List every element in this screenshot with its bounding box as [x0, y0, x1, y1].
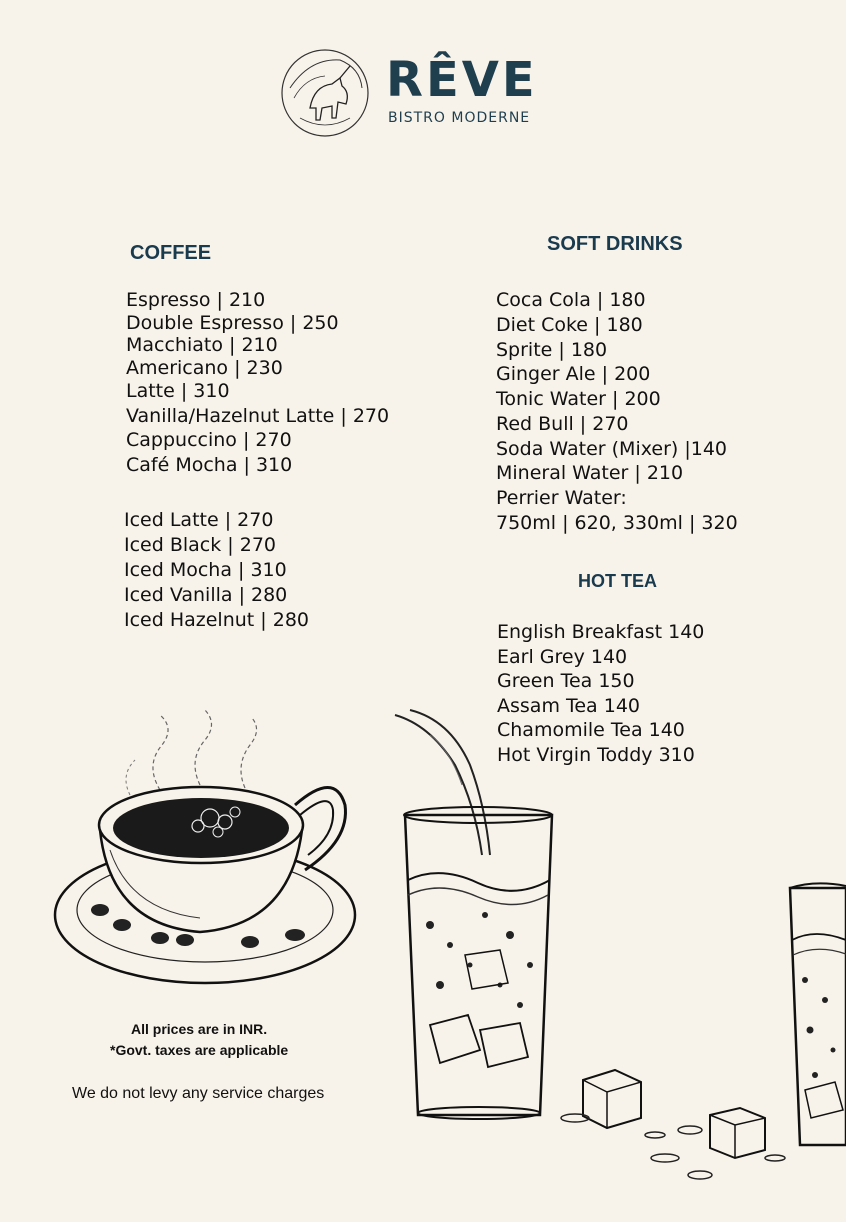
list-item: Vanilla/Hazelnut Latte | 270: [126, 404, 390, 427]
coffee-heading: COFFEE: [130, 242, 212, 264]
hot-tea-heading: HOT TEA: [578, 571, 657, 591]
list-item: Hot Virgin Toddy 310: [497, 743, 695, 766]
list-item: Green Tea 150: [497, 670, 635, 693]
list-item: Cappuccino | 270: [126, 429, 292, 452]
list-item: 750ml | 620, 330ml | 320: [496, 511, 738, 534]
prices-note: All prices are in INR.: [131, 1021, 268, 1037]
list-item: Double Espresso | 250: [126, 311, 339, 334]
list-item: Iced Hazelnut | 280: [124, 609, 309, 631]
list-item: Espresso | 210: [126, 289, 266, 311]
list-item: Sprite | 180: [496, 338, 608, 361]
list-item: Latte | 310: [126, 379, 230, 402]
list-item: Macchiato | 210: [126, 334, 278, 357]
list-item: Soda Water (Mixer) |140: [496, 437, 727, 460]
list-item: Coca Cola | 180: [496, 289, 646, 311]
unicorn-emblem-icon: [280, 48, 370, 138]
brand-logo: [280, 48, 540, 140]
water-glass-illustration: [390, 705, 570, 1125]
coffee-cup-illustration: [50, 710, 360, 990]
list-item: Americano | 230: [126, 357, 283, 380]
list-item: Iced Vanilla | 280: [124, 584, 288, 606]
list-item: Iced Latte | 270: [124, 509, 274, 531]
list-item: Tonic Water | 200: [496, 388, 661, 410]
soft-drinks-heading: SOFT DRINKS: [547, 233, 683, 255]
tax-note: *Govt. taxes are applicable: [110, 1042, 289, 1058]
list-item: Café Mocha | 310: [126, 453, 293, 476]
list-item: Mineral Water | 210: [496, 462, 684, 485]
list-item: Iced Black | 270: [124, 534, 276, 556]
list-item: Perrier Water:: [496, 487, 627, 509]
list-item: English Breakfast 140: [497, 621, 705, 643]
list-item: Diet Coke | 180: [496, 313, 643, 336]
ice-cubes-illustration: [555, 1060, 795, 1185]
brand-tagline: BISTRO MODERNE: [388, 110, 531, 126]
iced-coffee-list: [124, 508, 309, 633]
soft-drinks-list: [496, 288, 738, 536]
list-item: Ginger Ale | 200: [496, 363, 651, 386]
list-item: Chamomile Tea 140: [497, 719, 685, 742]
list-item: Iced Mocha | 310: [124, 559, 287, 581]
coffee-list: [126, 289, 389, 477]
partial-glass-illustration: [785, 880, 846, 1150]
list-item: Red Bull | 270: [496, 412, 629, 435]
brand-name: RÊVE: [386, 52, 538, 108]
list-item: Earl Grey 140: [497, 645, 628, 668]
list-item: Assam Tea 140: [497, 694, 641, 717]
service-charge-note: We do not levy any service charges: [72, 1085, 325, 1102]
